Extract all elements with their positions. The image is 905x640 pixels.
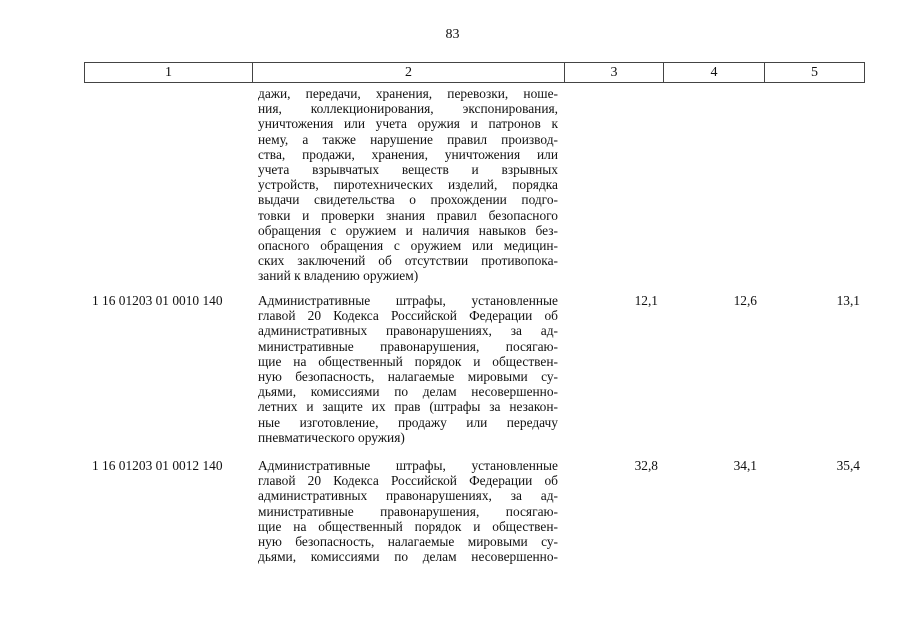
continuation-description [258,86,558,283]
text-line: административных правонарушениях, за ад- [258,323,558,339]
text-line: щие на общественный порядок и обществен- [258,353,558,369]
text-line: ства, продажи, хранения, уничтожения или [258,146,558,162]
text-line: административных правонарушениях, за ад- [258,488,558,504]
column-header-1: 1 [85,63,253,82]
text-line: министративные правонарушения, посягаю- [258,338,558,354]
text-line: ные изготовление, продажу или передачу [258,414,558,430]
table-header-row [84,62,865,83]
column-header-5: 5 [811,64,818,80]
text-line: обращения с оружием и наличия навыков без- [258,222,558,238]
text-line: нему, а также нарушение правил производ- [258,131,558,147]
text-line: пневматического оружия) [258,429,405,445]
row-2-col4-value: 34,1 [733,458,757,473]
text-line: устройств, пиротехнических изделий, порядка [258,177,558,193]
column-header-3: 3 [565,63,664,82]
text-line: щие на общественный порядок и обществен- [258,518,558,534]
text-line: дьями, комиссиями по делам несовершенно- [258,549,558,565]
row-2-description [258,458,558,564]
text-line: министративные правонарушения, посягаю- [258,503,558,519]
text-line: Административные штрафы, установленные [258,293,558,308]
text-line: учета взрывчатых веществ и взрывных [258,161,558,177]
row-1-code: 1 16 01203 01 0010 140 [92,293,223,308]
row-2-col5-value: 35,4 [836,458,860,473]
text-line: ную безопасность, налагаемые мировыми су- [258,368,558,384]
text-line: ских заключений об отсутствии противопока- [258,253,558,269]
text-line: заний к владению оружием) [258,268,419,284]
page-number: 83 [445,27,460,42]
text-line: Административные штрафы, установленные [258,458,558,473]
row-1-col3-value: 12,1 [634,293,658,308]
column-header-2: 2 [253,63,565,82]
text-line: опасного обращения с оружием или медицин- [258,237,558,253]
text-line: ния, коллекционирования, экспонирования, [258,101,558,117]
text-line: товки и проверки знания правил безопасного [258,207,558,223]
text-line: дажи, передачи, хранения, перевозки, ноше- [258,86,558,101]
row-1-col5-value: 13,1 [836,293,860,308]
row-2-code: 1 16 01203 01 0012 140 [92,458,223,473]
column-header-4: 4 [664,63,765,82]
text-line: главой 20 Кодекса Российской Федерации об [258,473,558,489]
row-1-description [258,293,558,445]
text-line: летних и защите их прав (штрафы за незакон- [258,399,558,415]
text-line: ную безопасность, налагаемые мировыми су- [258,533,558,549]
row-2-col3-value: 32,8 [634,458,658,473]
text-line: уничтожения или учета оружия и патронов к [258,116,558,132]
text-line: выдачи свидетельства о прохождении подго- [258,192,558,208]
row-1-col4-value: 12,6 [733,293,757,308]
text-line: главой 20 Кодекса Российской Федерации об [258,308,558,324]
text-line: дьями, комиссиями по делам несовершенно- [258,384,558,400]
